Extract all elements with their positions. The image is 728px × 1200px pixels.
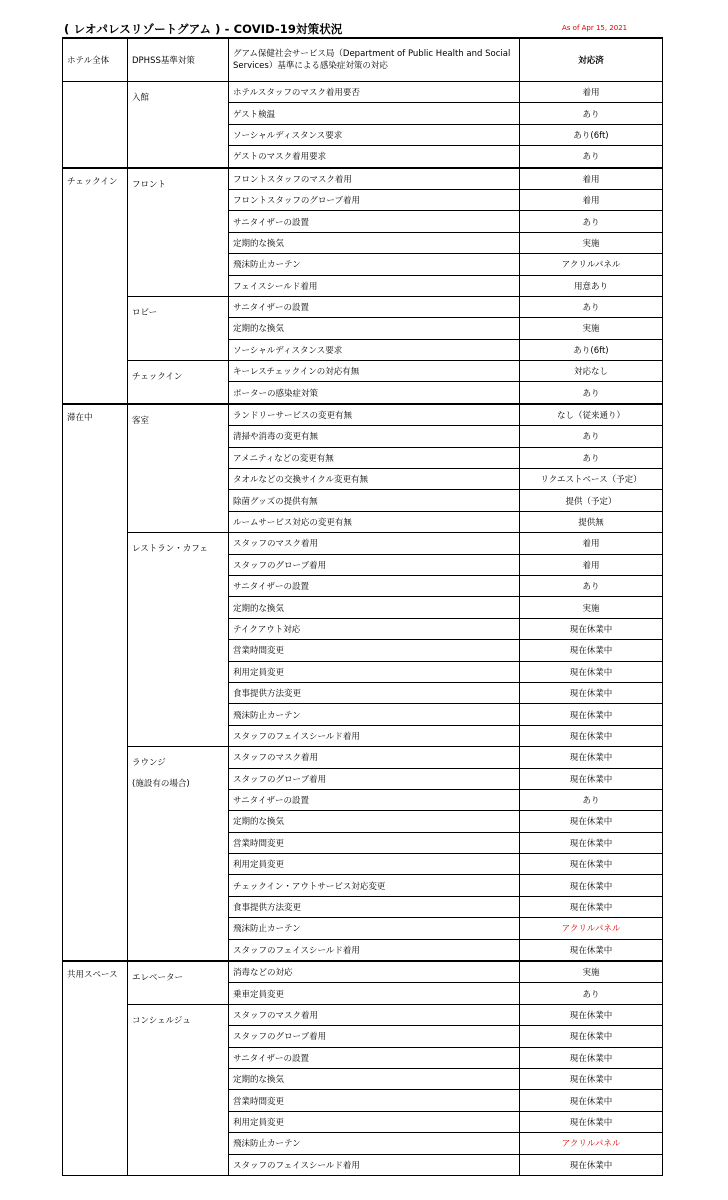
measure-cell: サニタイザーの設置 <box>229 1047 520 1068</box>
status-cell: あり <box>520 146 663 168</box>
measure-cell: ゲスト検温 <box>229 103 520 124</box>
group-note: (施設有の場合) <box>132 779 190 790</box>
status-cell: 着用 <box>520 189 663 210</box>
table-row <box>63 533 663 554</box>
measure-cell: 飛沫防止カーテン <box>229 918 520 939</box>
measure-cell: 利用定員変更 <box>229 1111 520 1132</box>
measure-cell: 定期的な換気 <box>229 597 520 618</box>
status-cell: 提供無 <box>520 511 663 532</box>
status-cell: 現在休業中 <box>520 1090 663 1111</box>
measure-cell: スタッフのマスク着用 <box>229 533 520 554</box>
status-cell: 実施 <box>520 597 663 618</box>
status-cell: あり(6ft) <box>520 339 663 360</box>
measure-cell: 飛沫防止カーテン <box>229 1133 520 1154</box>
measure-cell: スタッフのグローブ着用 <box>229 554 520 575</box>
status-cell: 現在休業中 <box>520 1047 663 1068</box>
section-label: 共用スペース <box>63 961 128 1175</box>
status-cell: 現在休業中 <box>520 704 663 725</box>
status-cell: 提供（予定） <box>520 490 663 511</box>
document-title: ( レオパレスリゾートグアム ) - COVID-19対策状況 <box>64 22 343 36</box>
table-row <box>63 361 663 382</box>
status-cell: リクエストベース（予定） <box>520 469 663 490</box>
measure-cell: スタッフのマスク着用 <box>229 1004 520 1025</box>
section-label <box>63 82 128 168</box>
status-cell: アクリルパネル <box>520 1133 663 1154</box>
measure-cell: ソーシャルディスタンス要求 <box>229 124 520 145</box>
group-label <box>128 82 229 168</box>
measure-cell: 定期的な換気 <box>229 1068 520 1089</box>
group-name: ラウンジ <box>132 758 166 769</box>
status-cell: あり <box>520 103 663 124</box>
header-col-measure: グアム保健社会サービス局（Department of Public Health and Social Services）基準による感染症対策の対応 <box>229 38 520 82</box>
covid-measures-table <box>62 37 663 1176</box>
status-cell: 現在休業中 <box>520 768 663 789</box>
status-cell: あり <box>520 575 663 596</box>
measure-cell: スタッフのフェイスシールド着用 <box>229 939 520 961</box>
group-name: チェックイン <box>132 372 183 383</box>
as-of-date: As of Apr 15, 2021 <box>562 24 628 32</box>
status-cell: 現在休業中 <box>520 832 663 853</box>
group-name: 客室 <box>132 415 150 426</box>
group-label <box>128 533 229 747</box>
measure-cell: 消毒などの対応 <box>229 961 520 983</box>
measure-cell: フロントスタッフのマスク着用 <box>229 168 520 190</box>
group-name: コンシェルジュ <box>132 1015 191 1026</box>
group-label <box>128 747 229 961</box>
measure-cell: 飛沫防止カーテン <box>229 704 520 725</box>
header-col-area: ホテル全体 <box>63 38 128 82</box>
measure-cell: 除菌グッズの提供有無 <box>229 490 520 511</box>
measure-cell: スタッフのグローブ着用 <box>229 768 520 789</box>
status-cell: 現在休業中 <box>520 875 663 896</box>
status-cell: 現在休業中 <box>520 725 663 746</box>
measure-cell: 営業時間変更 <box>229 640 520 661</box>
table-row <box>63 168 663 190</box>
table-row <box>63 1004 663 1025</box>
measure-cell: 乗車定員変更 <box>229 983 520 1004</box>
measure-cell: スタッフのマスク着用 <box>229 747 520 768</box>
status-cell: あり(6ft) <box>520 124 663 145</box>
group-label <box>128 296 229 360</box>
status-cell: 用意あり <box>520 275 663 296</box>
measure-cell: サニタイザーの設置 <box>229 296 520 317</box>
status-cell: アクリルパネル <box>520 918 663 939</box>
group-name: フロント <box>132 179 167 190</box>
measure-cell: スタッフのフェイスシールド着用 <box>229 725 520 746</box>
measure-cell: ポーターの感染症対策 <box>229 382 520 404</box>
table-body <box>63 38 663 1175</box>
measure-cell: スタッフのフェイスシールド着用 <box>229 1154 520 1175</box>
table-row <box>63 82 663 103</box>
section-label: チェックイン <box>63 168 128 404</box>
status-cell: あり <box>520 211 663 232</box>
measure-cell: サニタイザーの設置 <box>229 211 520 232</box>
measure-cell: アメニティなどの変更有無 <box>229 447 520 468</box>
header-col-dphss: DPHSS基準対策 <box>128 38 229 82</box>
measure-cell: 利用定員変更 <box>229 661 520 682</box>
measure-cell: ゲストのマスク着用要求 <box>229 146 520 168</box>
status-cell: あり <box>520 296 663 317</box>
measure-cell: 食事提供方法変更 <box>229 682 520 703</box>
measure-cell: タオルなどの交換サイクル変更有無 <box>229 469 520 490</box>
status-cell: アクリルパネル <box>520 254 663 275</box>
measure-cell: 食事提供方法変更 <box>229 896 520 917</box>
status-cell: あり <box>520 447 663 468</box>
status-cell: 実施 <box>520 232 663 253</box>
header-col-status: 対応済 <box>520 38 663 82</box>
status-cell: 実施 <box>520 961 663 983</box>
group-name: レストラン・カフェ <box>132 544 208 555</box>
status-cell: 着用 <box>520 554 663 575</box>
table-row <box>63 296 663 317</box>
group-name: 入館 <box>132 93 150 103</box>
status-cell: 対応なし <box>520 361 663 382</box>
measure-cell: ルームサービス対応の変更有無 <box>229 511 520 532</box>
group-label <box>128 404 229 533</box>
section-label: 滞在中 <box>63 404 128 961</box>
status-cell: 現在休業中 <box>520 1068 663 1089</box>
measure-cell: 営業時間変更 <box>229 832 520 853</box>
status-cell: 着用 <box>520 82 663 103</box>
status-cell: 現在休業中 <box>520 1026 663 1047</box>
group-name: ロビー <box>132 307 158 318</box>
group-name: エレベーター <box>132 973 184 984</box>
table-row <box>63 404 663 426</box>
status-cell: 現在休業中 <box>520 618 663 639</box>
status-cell: 現在休業中 <box>520 661 663 682</box>
table-row <box>63 747 663 768</box>
measure-cell: キーレスチェックインの対応有無 <box>229 361 520 382</box>
measure-cell: フロントスタッフのグローブ着用 <box>229 189 520 210</box>
measure-cell: ソーシャルディスタンス要求 <box>229 339 520 360</box>
status-cell: 現在休業中 <box>520 1111 663 1132</box>
group-label <box>128 361 229 404</box>
status-cell: なし（従来通り） <box>520 404 663 426</box>
status-cell: あり <box>520 382 663 404</box>
measure-cell: テイクアウト対応 <box>229 618 520 639</box>
measure-cell: サニタイザーの設置 <box>229 789 520 810</box>
measure-cell: 清掃や消毒の変更有無 <box>229 426 520 447</box>
status-cell: あり <box>520 426 663 447</box>
table-row <box>63 961 663 983</box>
status-cell: あり <box>520 789 663 810</box>
measure-cell: 定期的な換気 <box>229 318 520 339</box>
group-label <box>128 1004 229 1175</box>
group-label <box>128 168 229 297</box>
measure-cell: 定期的な換気 <box>229 232 520 253</box>
measure-cell: チェックイン・アウトサービス対応変更 <box>229 875 520 896</box>
status-cell: 着用 <box>520 168 663 190</box>
measure-cell: フェイスシールド着用 <box>229 275 520 296</box>
status-cell: 現在休業中 <box>520 1154 663 1175</box>
status-cell: 実施 <box>520 318 663 339</box>
header-row <box>63 38 663 82</box>
status-cell: 現在休業中 <box>520 1004 663 1025</box>
group-label <box>128 961 229 1004</box>
measure-cell: 飛沫防止カーテン <box>229 254 520 275</box>
status-cell: 現在休業中 <box>520 896 663 917</box>
status-cell: 現在休業中 <box>520 939 663 961</box>
measure-cell: 営業時間変更 <box>229 1090 520 1111</box>
measure-cell: ホテルスタッフのマスク着用要否 <box>229 82 520 103</box>
status-cell: 現在休業中 <box>520 682 663 703</box>
measure-cell: スタッフのグローブ着用 <box>229 1026 520 1047</box>
measure-cell: サニタイザーの設置 <box>229 575 520 596</box>
status-cell: 着用 <box>520 533 663 554</box>
status-cell: 現在休業中 <box>520 854 663 875</box>
measure-cell: 利用定員変更 <box>229 854 520 875</box>
measure-cell: 定期的な換気 <box>229 811 520 832</box>
status-cell: 現在休業中 <box>520 747 663 768</box>
status-cell: 現在休業中 <box>520 640 663 661</box>
status-cell: あり <box>520 983 663 1004</box>
status-cell: 現在休業中 <box>520 811 663 832</box>
measure-cell: ランドリーサービスの変更有無 <box>229 404 520 426</box>
